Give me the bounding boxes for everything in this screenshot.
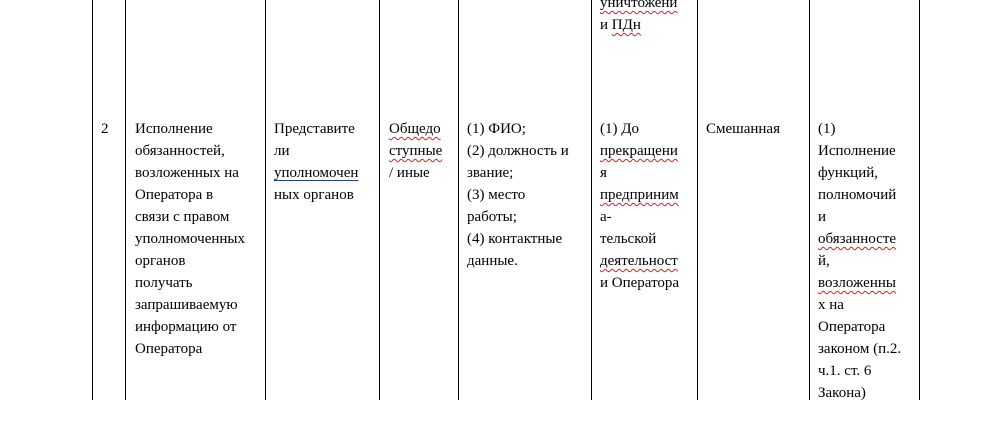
- table-border: [809, 0, 810, 400]
- text-line: обязанносте: [818, 231, 897, 247]
- text-line: полномочий: [818, 187, 897, 203]
- text-line: звание;: [467, 165, 514, 181]
- table-border: [919, 0, 920, 400]
- text-line: получать: [135, 275, 193, 291]
- text-line: уполномочен: [274, 165, 359, 181]
- text-line: Исполнение: [818, 143, 896, 159]
- text-line: (1) ФИО;: [467, 121, 526, 137]
- text-line: органов: [135, 253, 186, 269]
- text-line: обязанностей,: [135, 143, 225, 159]
- text-line: ч.1. ст. 6: [818, 363, 872, 379]
- text-line: законом (п.2.: [818, 341, 902, 357]
- text-line: а-: [600, 209, 612, 225]
- text-line: функций,: [818, 165, 878, 181]
- text-line: (1): [818, 121, 836, 137]
- text-line: и Оператора: [600, 275, 680, 291]
- table-border: [379, 0, 380, 400]
- table-border: [125, 0, 126, 400]
- text-line: тельской: [600, 231, 657, 247]
- text-line: / иные: [389, 165, 430, 181]
- text-line: (4) контактные: [467, 231, 563, 247]
- table-border: [265, 0, 266, 400]
- text-line: работы;: [467, 209, 517, 225]
- text-line: ступные: [389, 143, 443, 159]
- text-line: и: [818, 209, 827, 225]
- text-line: (2) должность и: [467, 143, 569, 159]
- text-line: [600, 14, 677, 36]
- table-border: [92, 0, 93, 400]
- text-line: возложенных на: [135, 165, 239, 181]
- text-word: ПДн: [611, 17, 641, 33]
- text-line: ли: [274, 143, 290, 159]
- text-line: прекращени: [600, 143, 678, 159]
- categories-cell: [389, 118, 442, 184]
- text-line: данные.: [467, 253, 518, 269]
- text-line: ных органов: [274, 187, 354, 203]
- table-border: [591, 0, 592, 400]
- text-line: Смешанная: [706, 121, 780, 137]
- text-word: и: [600, 17, 612, 33]
- text-line: я: [600, 165, 607, 181]
- period-cell: [600, 118, 679, 294]
- text-line: Закона): [818, 385, 866, 401]
- basis-cell: [818, 118, 901, 404]
- text-line: предприним: [600, 187, 679, 203]
- text-line: деятельност: [600, 253, 678, 269]
- text-line: уничтожени: [600, 0, 678, 11]
- text-line: уполномоченных: [135, 231, 245, 247]
- table-border: [697, 0, 698, 400]
- text-line: Общедо: [389, 121, 441, 137]
- table-border: [458, 0, 459, 400]
- text-line: Представите: [274, 121, 355, 137]
- text-line: х на: [818, 297, 844, 313]
- text-line: Оператора: [135, 341, 203, 357]
- text-line: (3) место: [467, 187, 526, 203]
- text-line: связи с правом: [135, 209, 230, 225]
- text-line: возложенны: [818, 275, 896, 291]
- text-line: запрашиваемую: [135, 297, 238, 313]
- text-line: (1) До: [600, 121, 639, 137]
- text-line: Оператора в: [135, 187, 214, 203]
- text-line: Исполнение: [135, 121, 213, 137]
- row-number: 2: [101, 121, 109, 137]
- processing-cell: [706, 118, 780, 140]
- purpose-cell: [135, 118, 245, 360]
- text-line: Оператора: [818, 319, 886, 335]
- data-list-cell: [467, 118, 569, 272]
- text-line: информацию от: [135, 319, 237, 335]
- row-number-cell: [101, 118, 109, 140]
- subjects-cell: [274, 118, 358, 206]
- previous-row-fragment: [600, 0, 677, 36]
- text-line: й,: [818, 253, 830, 269]
